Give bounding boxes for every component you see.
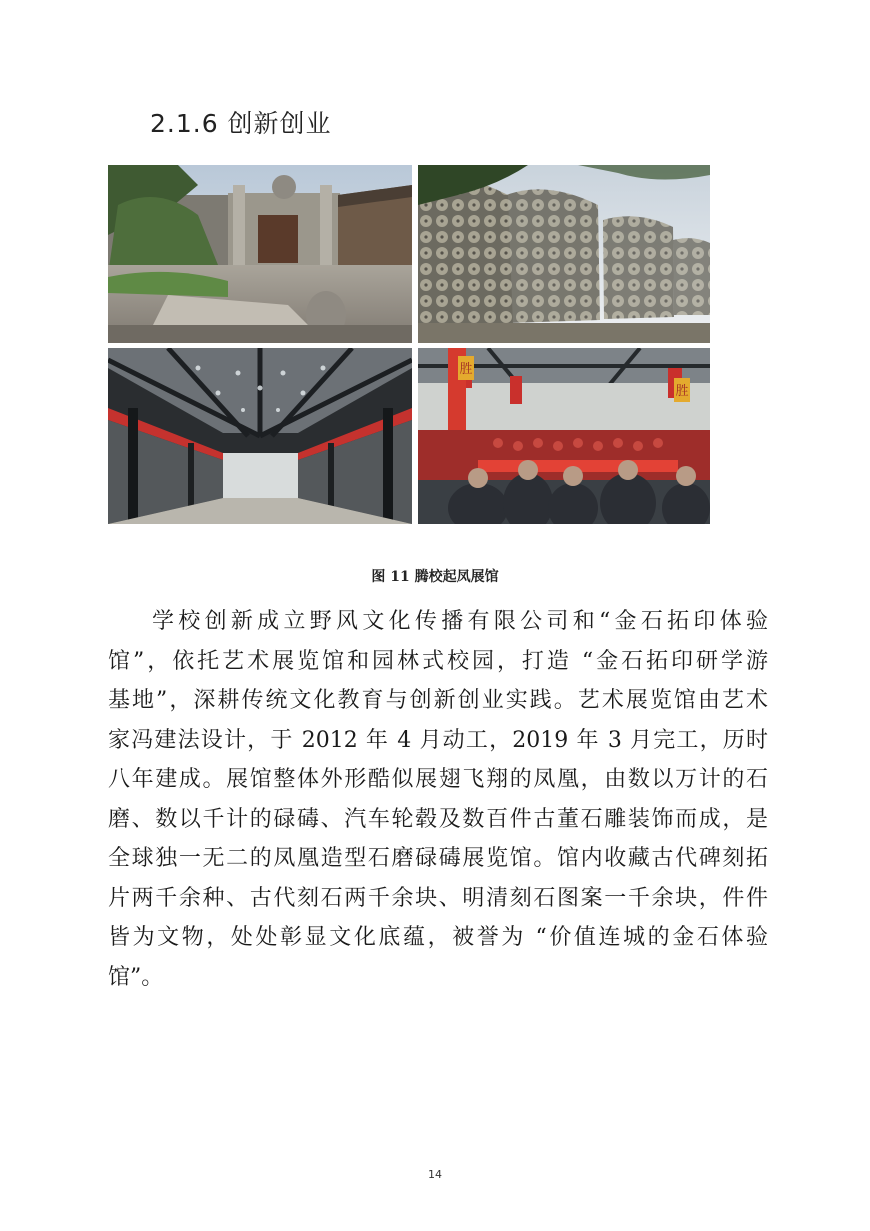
paragraph-line: 馆”。 (108, 964, 164, 990)
paragraph-line: 片两千余种、古代刻石两千余块、明清刻石图案一千余块，件件 (108, 885, 768, 911)
exhibition-hall-interior-photo (108, 348, 412, 524)
paragraph-line: 全球独一无二的凤凰造型石磨碌碡展览馆。馆内收藏古代碑刻拓 (108, 846, 768, 871)
paragraph-line: 基地”，深耕传统文化教育与创新创业实践。艺术展览馆由艺术 (108, 688, 768, 713)
figure-caption: 图 11 腾校起凤展馆 (371, 569, 499, 585)
banner-sign: 胜 (675, 384, 689, 399)
paragraph-line: 皆为文物，处处彰显文化底蕴，被誉为 “价值连城的金石体验 (108, 925, 768, 950)
paragraph-line: 家冯建法设计，于 2012 年 4 月动工，2019 年 3 月完工，历时 (108, 727, 768, 753)
body-paragraph (108, 602, 768, 997)
section-heading: 2.1.6 创新创业 (150, 109, 332, 138)
group-event-photo (418, 348, 710, 524)
stone-gate-courtyard-photo (108, 165, 412, 343)
paragraph-line: 馆”，依托艺术展览馆和园林式校园，打造 “金石拓印研学游 (108, 648, 768, 674)
page-number: 14 (428, 1168, 442, 1181)
millstone-walls-photo (418, 165, 710, 343)
banner-sign: 胜 (459, 362, 473, 377)
paragraph-line: 学校创新成立野风文化传播有限公司和“金石拓印体验 (152, 609, 768, 634)
paragraph-line: 八年建成。展馆整体外形酷似展翅飞翔的凤凰，由数以万计的石 (108, 767, 768, 792)
paragraph-line: 磨、数以千计的碌碡、汽车轮毂及数百件古董石雕装饰而成，是 (108, 806, 768, 832)
